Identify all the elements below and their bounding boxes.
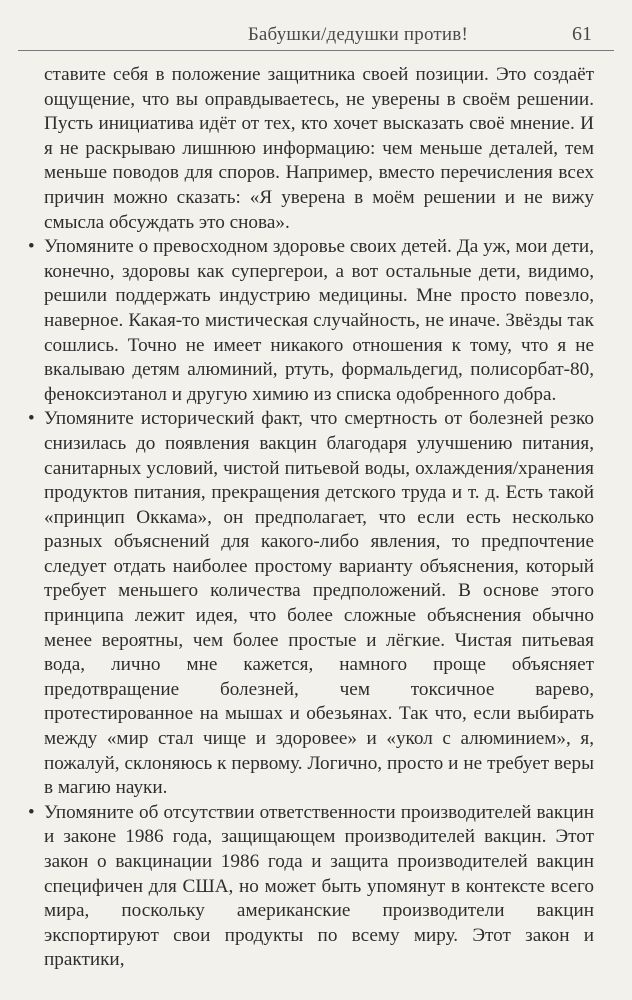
running-title: Бабушки/дедушки против! (247, 24, 468, 45)
body-text (28, 63, 594, 973)
continued-paragraph: ставите себя в положение защитника своей позиции. Это создаёт ощущение, что вы оправдываетесь, не уверены в своём решении. Пусть инициатива идёт от тех, кто хочет высказать своё мнение. И я не раскрываю лишнюю информацию: чем меньше деталей, тем меньше поводов для споров. Например, вместо перечисления всех причин можно сказать: «Я уверена в моём решении и не вижу смысла обсуждать это снова». (44, 64, 594, 233)
bullet-list (28, 235, 594, 973)
running-header (18, 16, 614, 51)
list-item (28, 801, 594, 973)
bullet-marker: • (28, 408, 35, 430)
list-item-text: Упомяните о превосходном здоровье своих детей. Да уж, мои дети, конечно, здоровы как супергерои, а вот остальные дети, видимо, решили поддержать индустрию медицины. Мне просто повезло, наверное. Какая-то мистическая случайность, не иначе. Звёзды так сошлись. Точно не имеет никакого отношения к тому, что я не вкалываю детям алюминий, ртуть, формальдегид, полисорбат-80, феноксиэтанол и другую химию из списка одобренного добра. (44, 236, 594, 405)
page-number: 61 (572, 23, 592, 45)
list-item-text: Упомяните об отсутствии ответственности производителей вакцин и законе 1986 года, защищающем производителей вакцин. Этот закон о вакцинации 1986 года и защита производителей вакцин специфичен для США, но может быть упомянут в контексте всего мира, поскольку американские производители вакцин экспортируют свои продукты по всему миру. Этот закон и практики, (44, 801, 594, 971)
list-item (28, 407, 594, 801)
bullet-marker: • (28, 236, 35, 258)
list-item-text: Упомяните исторический факт, что смертность от болезней резко снизилась до появления вакцин благодаря улучшению питания, санитарных условий, чистой питьевой воды, охлаждения/хранения продуктов питания, прекращения детского труда и т. д. Есть такой «принцип Оккама», он предполагает, что если есть несколько разных объяснений для какого-либо явления, то предпочтение следует отдать наиболее простому варианту объяснения, который требует меньшего количества предположений. В основе этого принципа лежит идея, что более сложные объяснения обычно менее вероятны, чем более простые и лёгкие. Чистая питьевая вода, лично мне кажется, намного проще объясняет предотвращение болезней, чем токсичное варево, протестированное на мышах и обезьянах. Так что, если выбирать между «мир стал чище и здоровее» и «укол с алюминием», я, пожалуй, склоняюсь к первому. Логично, просто и не требует веры в магию науки. (44, 408, 594, 799)
bullet-marker: • (28, 801, 35, 823)
list-item (28, 235, 594, 407)
